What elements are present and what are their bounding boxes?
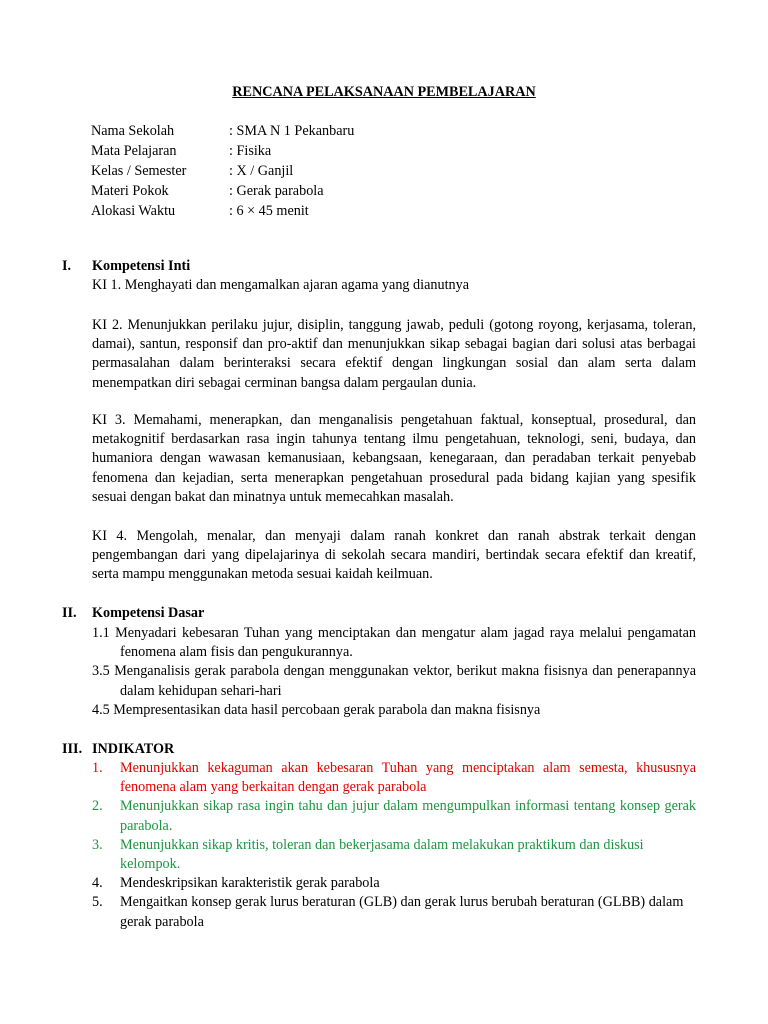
ki-2-block xyxy=(92,316,696,393)
kd-item: 1.1 Menyadari kebesaran Tuhan yang menciptakan dan mengatur alam jagad raya melalui pengamatan fenomena alam fisis dan pengukurannya. xyxy=(92,625,696,661)
section-indikator xyxy=(62,740,702,759)
ki-3: KI 3. Memahami, menerapkan, dan menganalisis pengetahuan faktual, konseptual, prosedural, dan metakognitif berdasarkan rasa ingin tahunya tentang ilmu pengetahuan, teknologi, seni, budaya, dan humaniora dengan wawasan kemanusiaan, kebangsaan, kenegaraan, dan peradaban terkait penyebab fenomena dan kejadian, serta menerapkan pengetahuan prosedural pada bidang kajian yang spesifik sesuai dengan bakat dan minatnya untuk memecahkan masalah. xyxy=(92,412,696,505)
section-numeral: II. xyxy=(62,605,77,621)
indikator-text: Menunjukkan sikap kritis, toleran dan bekerjasama dalam melakukan praktikum dan diskusi kelompok. xyxy=(120,836,644,873)
indikator-number: 2. xyxy=(92,798,103,815)
identity-label: Alokasi Waktu xyxy=(91,203,176,219)
indikator-text: Menunjukkan kekaguman akan kebesaran Tuhan yang menciptakan alam semesta, khususnya fenomena alam yang berkaitan dengan gerak parabola xyxy=(120,760,696,796)
ki-2: KI 2. Menunjukkan perilaku jujur, disiplin, tanggung jawab, peduli (gotong royong, kerjasama, toleran, damai), santun, responsif dan pro-aktif dan menunjukkan sikap sebagai bagian dari solusi atas berbagai permasalahan dalam berinteraksi secara efektif dengan lingkungan sosial dan alam serta dalam menempatkan diri sebagai cerminan bangsa dalam pergaulan dunia. xyxy=(92,317,696,391)
identity-label: Mata Pelajaran xyxy=(91,143,177,159)
identity-row xyxy=(91,182,354,202)
kd-item: 3.5 Menganalisis gerak parabola dengan menggunakan vektor, berikut makna fisisnya dan penerapannya dalam kehidupan sehari-hari xyxy=(92,663,696,699)
indikator-item xyxy=(92,759,696,797)
indikator-number: 3. xyxy=(92,836,103,853)
indikator-number: 1. xyxy=(92,760,103,776)
section-heading xyxy=(62,257,702,276)
indikator-item xyxy=(92,797,696,835)
section-heading xyxy=(62,740,702,759)
indikator-item xyxy=(92,893,696,931)
ki-3-block xyxy=(92,411,696,507)
kd-list xyxy=(92,624,696,720)
section-numeral: I. xyxy=(62,258,72,274)
identity-value: : Gerak parabola xyxy=(229,183,324,199)
indikator-item xyxy=(92,836,696,874)
indikator-number: 4. xyxy=(92,875,103,892)
identity-label: Kelas / Semester xyxy=(91,163,187,179)
indikator-text: Mendeskripsikan karakteristik gerak parabola xyxy=(120,875,380,892)
identity-row xyxy=(91,142,354,162)
identity-row xyxy=(91,162,354,182)
identity-row xyxy=(91,202,354,222)
identity-value: : X / Ganjil xyxy=(229,163,294,179)
section-kompetensi-dasar xyxy=(62,604,702,623)
section-title: Kompetensi Inti xyxy=(92,258,191,274)
section-numeral: III. xyxy=(62,741,83,757)
document-title: RENCANA PELAKSANAAN PEMBELAJARAN xyxy=(232,84,536,100)
indikator-text: Mengaitkan konsep gerak lurus beraturan (GLB) dan gerak lurus berubah beraturan (GLBB) dalam gerak parabola xyxy=(120,894,684,930)
section-title: Kompetensi Dasar xyxy=(92,605,205,621)
identity-value: : Fisika xyxy=(229,143,272,159)
identity-label: Nama Sekolah xyxy=(91,123,175,139)
section-title: INDIKATOR xyxy=(92,741,175,757)
identity-row xyxy=(91,122,354,142)
indikator-number: 5. xyxy=(92,894,103,911)
kd-item: 4.5 Mempresentasikan data hasil percobaan gerak parabola dan makna fisisnya xyxy=(92,701,541,718)
identity-value: : 6 × 45 menit xyxy=(229,203,309,219)
section-kompetensi-inti xyxy=(62,257,702,295)
ki-4-block xyxy=(92,527,696,585)
identity-value: : SMA N 1 Pekanbaru xyxy=(229,123,355,139)
identity-label: Materi Pokok xyxy=(91,183,169,199)
indikator-list xyxy=(92,759,696,932)
indikator-item xyxy=(92,874,696,893)
identity-block xyxy=(91,122,354,222)
indikator-text: Menunjukkan sikap rasa ingin tahu dan jujur dalam mengumpulkan informasi tentang konsep gerak parabola. xyxy=(120,798,696,834)
section-heading xyxy=(62,604,702,623)
ki-4: KI 4. Mengolah, menalar, dan menyaji dalam ranah konkret dan ranah abstrak terkait dengan pengembangan dari yang dipelajarinya di sekolah secara mandiri, bertindak secara efektif dan kreatif, serta mampu menggunakan metoda sesuai kaidah keilmuan. xyxy=(92,528,696,583)
ki-1: KI 1. Menghayati dan mengamalkan ajaran agama yang dianutnya xyxy=(92,277,470,294)
